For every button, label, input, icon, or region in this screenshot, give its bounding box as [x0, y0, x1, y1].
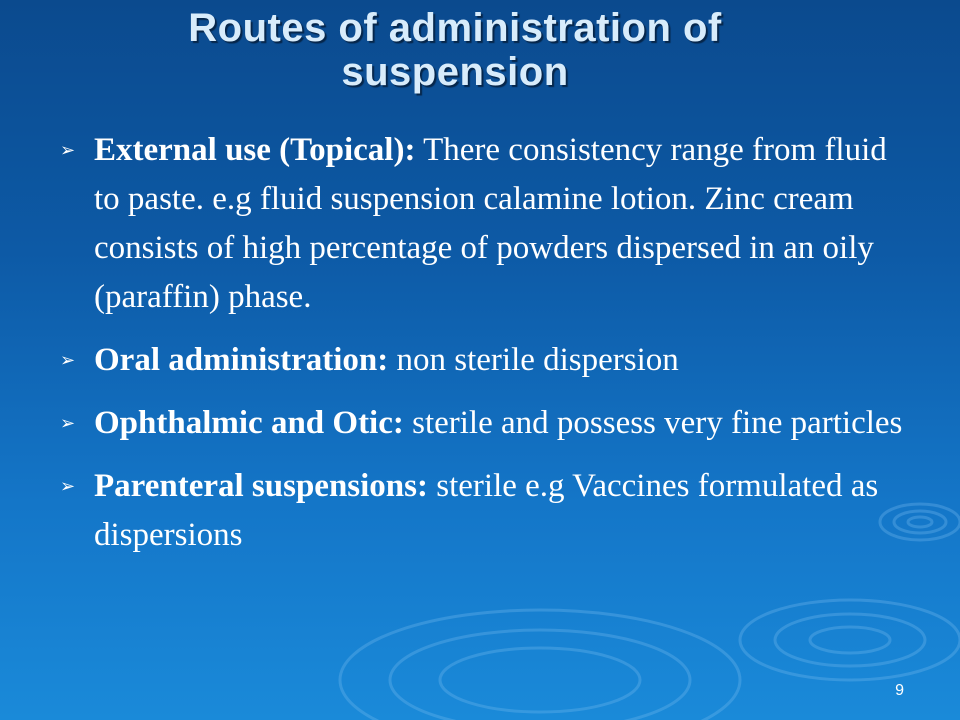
bullet-text: non sterile dispersion	[388, 342, 679, 378]
bullet-heading: External use (Topical):	[94, 132, 416, 168]
bullet-item	[60, 336, 920, 385]
bullet-list	[60, 126, 920, 574]
slide-title	[60, 6, 850, 94]
bullet-heading: Ophthalmic and Otic:	[94, 405, 404, 441]
bullet-heading: Parenteral suspensions:	[94, 468, 428, 504]
arrow-bullet-icon: ➢	[60, 140, 76, 161]
title-line-2: suspension	[341, 50, 569, 94]
bullet-item	[60, 126, 920, 322]
bullet-item	[60, 462, 920, 560]
bullet-text: sterile e.g Vaccines formulated as dispersions	[94, 468, 879, 553]
bullet-text: There consistency range from fluid to paste. e.g fluid suspension calamine lotion. Zinc cream consists of high percentage of powders dispersed in an oily (paraffin) phase.	[94, 132, 887, 315]
title-line-1: Routes of administration of	[188, 6, 722, 50]
bullet-text: sterile and possess very fine particles	[403, 405, 903, 441]
arrow-bullet-icon: ➢	[60, 476, 76, 497]
bullet-item	[60, 399, 920, 448]
arrow-bullet-icon: ➢	[60, 413, 76, 434]
page-number: 9	[895, 682, 904, 699]
arrow-bullet-icon: ➢	[60, 350, 76, 371]
bullet-heading: Oral administration:	[94, 342, 389, 378]
